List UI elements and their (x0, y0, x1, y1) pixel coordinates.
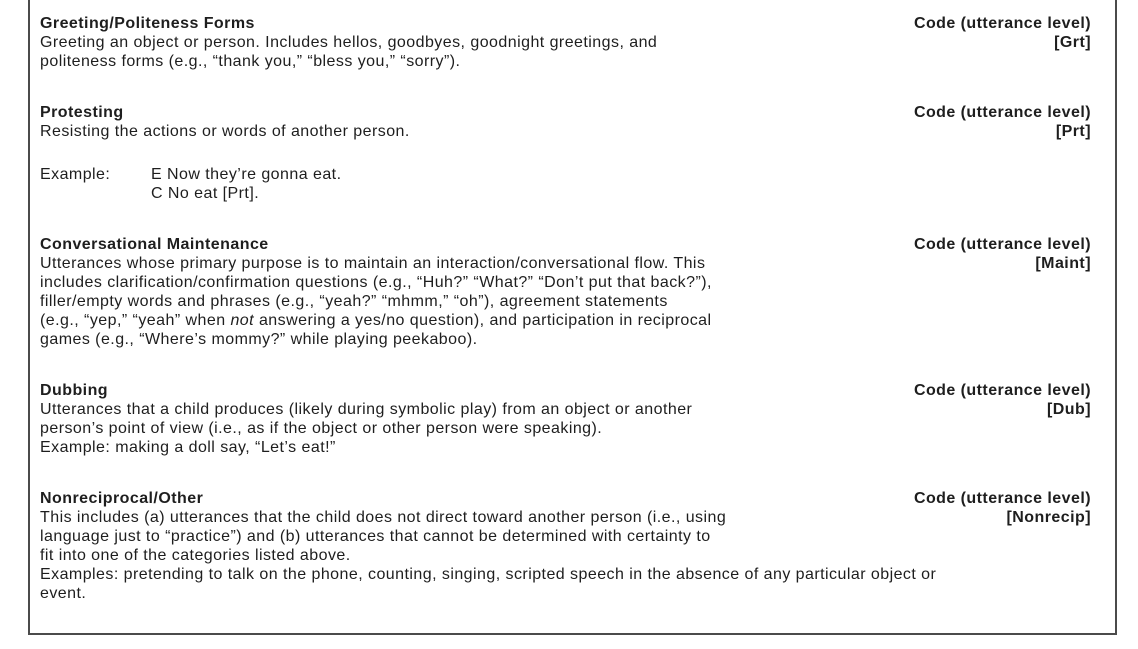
example-label: Example: (40, 166, 111, 183)
text-fragment: (e.g., “yep,” “yeah” when (40, 312, 231, 329)
coding-category-section (40, 235, 1091, 349)
category-title: Dubbing (40, 382, 109, 399)
category-title: Protesting (40, 104, 124, 121)
text-line: filler/empty words and phrases (e.g., “yeah?” “mhmm,” “oh”), agreement statements (40, 293, 668, 310)
category-row (40, 235, 1091, 349)
text-line: fit into one of the categories listed above. (40, 547, 351, 564)
utterance-code: [Dub] (1046, 401, 1091, 418)
category-description (40, 508, 902, 565)
text-line: Examples: pretending to talk on the phone, counting, singing, scripted speech in the absence of any particular object or (40, 566, 937, 583)
category-description (40, 122, 902, 141)
category-description-column (40, 489, 902, 565)
coding-scheme-table (28, 0, 1117, 635)
utterance-code: [Grt] (1054, 34, 1091, 51)
code-column (902, 381, 1091, 419)
code-column (902, 14, 1091, 52)
text-line: person’s point of view (i.e., as if the object or other person were speaking). (40, 420, 603, 437)
text-line: C No eat [Prt]. (151, 185, 260, 202)
code-column (902, 489, 1091, 527)
text-line: Greeting an object or person. Includes hellos, goodbyes, goodnight greetings, and (40, 34, 658, 51)
text-line: includes clarification/confirmation questions (e.g., “Huh?” “What?” “Don’t put that back?”), (40, 274, 712, 291)
text-line: Utterances that a child produces (likely during symbolic play) from an object or another (40, 401, 693, 418)
example-lines (151, 165, 341, 203)
text-line: event. (40, 585, 87, 602)
text-line: E Now they’re gonna eat. (151, 166, 342, 183)
text-line: Example: making a doll say, “Let’s eat!” (40, 439, 336, 456)
code-column-header: Code (utterance level) (913, 382, 1091, 399)
text-line: Resisting the actions or words of another person. (40, 123, 410, 140)
category-description-column (40, 14, 902, 71)
code-column-header: Code (utterance level) (913, 490, 1091, 507)
category-description (40, 33, 902, 71)
category-description (40, 254, 902, 349)
coding-category-section (40, 103, 1091, 203)
code-column (902, 235, 1091, 273)
category-row (40, 489, 1091, 565)
text-fragment: answering a yes/no question), and participation in reciprocal (254, 312, 712, 329)
category-title: Greeting/Politeness Forms (40, 15, 255, 32)
text-line (40, 311, 902, 330)
category-description-column (40, 235, 902, 349)
text-line: Utterances whose primary purpose is to maintain an interaction/conversational flow. This (40, 255, 706, 272)
code-column (902, 103, 1091, 141)
category-row (40, 381, 1091, 457)
coding-category-section (40, 489, 1091, 603)
text-line: politeness forms (e.g., “thank you,” “bless you,” “sorry”). (40, 53, 461, 70)
text-line: This includes (a) utterances that the child does not direct toward another person (i.e., using (40, 509, 727, 526)
utterance-code: [Nonrecip] (1006, 509, 1091, 526)
full-width-examples (40, 565, 1091, 603)
example-block (40, 165, 1091, 203)
category-description-column (40, 103, 902, 141)
text-line: games (e.g., “Where’s mommy?” while playing peekaboo). (40, 331, 478, 348)
category-description-column (40, 381, 902, 457)
coding-category-section (40, 14, 1091, 71)
code-column-header: Code (utterance level) (913, 104, 1091, 121)
category-row (40, 14, 1091, 71)
coding-category-section (40, 381, 1091, 457)
text-line: language just to “practice”) and (b) utterances that cannot be determined with certainty to (40, 528, 711, 545)
utterance-code: [Prt] (1055, 123, 1091, 140)
emphasized-text: not (230, 312, 255, 329)
code-column-header: Code (utterance level) (913, 236, 1091, 253)
category-row (40, 103, 1091, 141)
utterance-code: [Maint] (1035, 255, 1091, 272)
category-title: Nonreciprocal/Other (40, 490, 204, 507)
code-column-header: Code (utterance level) (913, 15, 1091, 32)
category-description (40, 400, 902, 457)
category-title: Conversational Maintenance (40, 236, 269, 253)
